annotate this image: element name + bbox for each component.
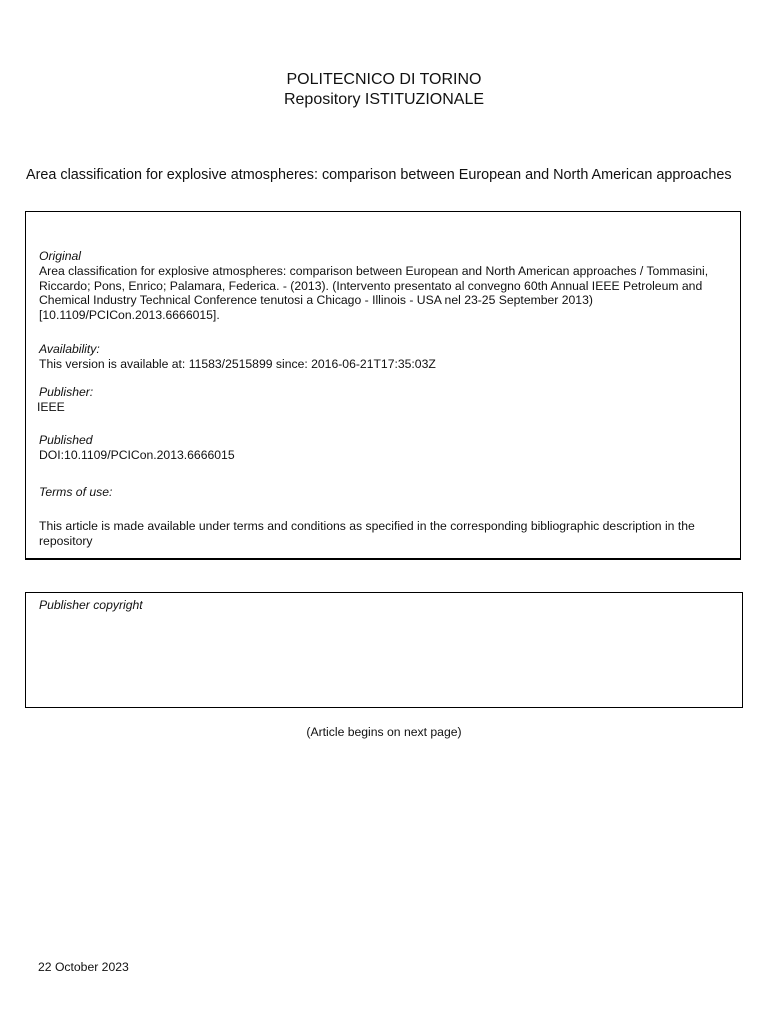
terms-of-use-text: This article is made available under terms and conditions as specified in the corresponding bibliographic description in the repository xyxy=(39,519,695,548)
metadata-box xyxy=(25,211,741,560)
published-label: Published xyxy=(39,433,93,447)
next-page-note: (Article begins on next page) xyxy=(306,725,462,739)
availability-text: This version is available at: 11583/2515899 since: 2016-06-21T17:35:03Z xyxy=(39,357,436,371)
publisher-label: Publisher: xyxy=(39,385,94,399)
publisher-copyright-box xyxy=(25,592,743,708)
original-citation: Area classification for explosive atmospheres: comparison between European and North American approaches / Tommasini, Riccardo; Pons, Enrico; Palamara, Federica. - (2013). (Intervento presentato al convegno 60th Annual IEEE Petroleum and Chemical Industry Technical Conference tenutosi a Chicago - Illinois - USA nel 23-25 September 2013) [10.1109/PCICon.2013.6666015]. xyxy=(39,264,709,322)
repository-name: Repository ISTITUZIONALE xyxy=(283,91,485,108)
publisher-copyright-label: Publisher copyright xyxy=(39,598,143,612)
institution-name: POLITECNICO DI TORINO xyxy=(286,71,482,88)
page-header xyxy=(0,70,768,110)
original-label: Original xyxy=(39,249,81,263)
terms-of-use-label: Terms of use: xyxy=(39,485,113,499)
footer-date: 22 October 2023 xyxy=(38,960,129,974)
document-title: Area classification for explosive atmospheres: comparison between European and North American approaches xyxy=(26,167,732,183)
publisher-text: IEEE xyxy=(37,400,65,414)
availability-label: Availability: xyxy=(39,342,100,356)
published-doi: DOI:10.1109/PCICon.2013.6666015 xyxy=(39,448,235,462)
